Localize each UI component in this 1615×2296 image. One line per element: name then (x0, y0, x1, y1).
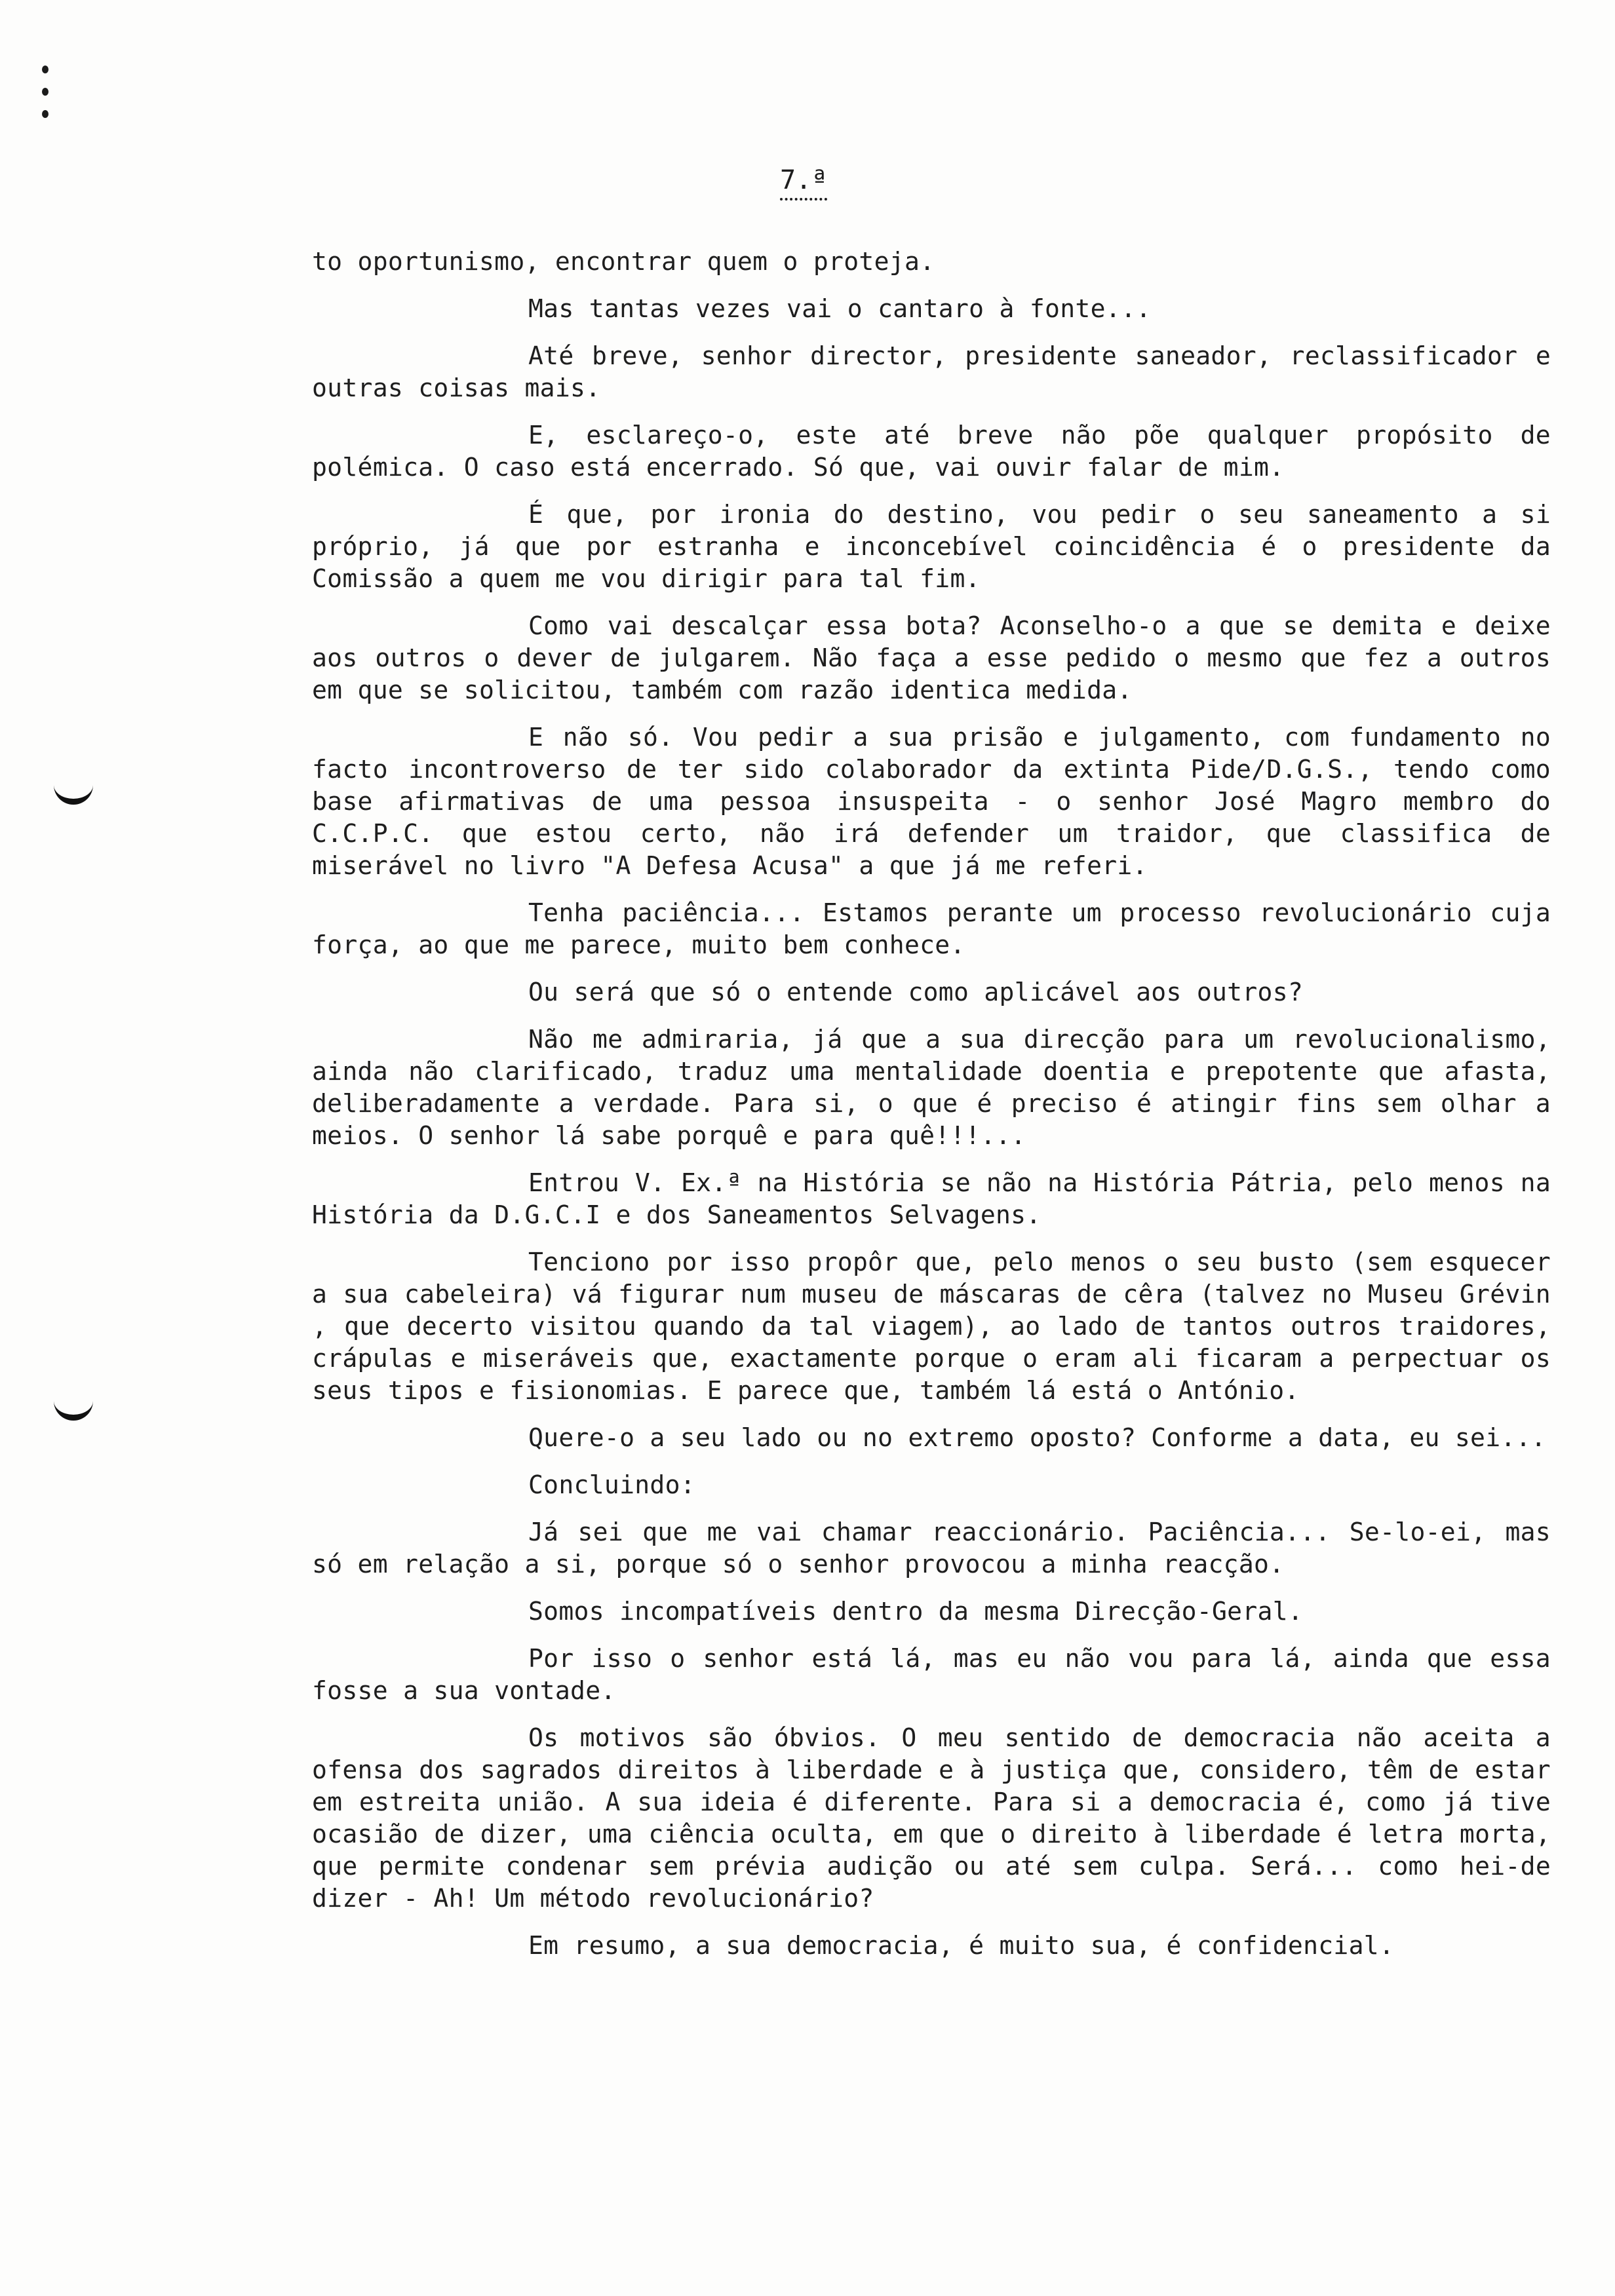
paragraph: Somos incompatíveis dentro da mesma Direcção-Geral. (528, 1597, 1304, 1626)
margin-marks (38, 66, 58, 132)
paragraph: É que, por ironia do destino, vou pedir o seu saneamento a si próprio, já que por estranha e inconcebível coincidência é o presidente da Comissão a quem me vou dirigir para tal fim. (312, 500, 1551, 593)
paragraph: Ou será que só o entende como aplicável aos outros? (528, 978, 1304, 1006)
paragraph: Não me admiraria, já que a sua direcção para um revolucionalismo, ainda não clarificado, traduz uma mentalidade doentia e prepotente que afasta, deliberadamente a verdade. Para si, o que é preciso é atingir fins sem olhar a meios. O senhor lá sabe porquê e para quê!!!... (312, 1025, 1551, 1150)
paragraph: Já sei que me vai chamar reaccionário. Paciência... Se-lo-ei, mas só em relação a si, porque só o senhor provocou a minha reacção. (312, 1518, 1551, 1578)
ink-mark (42, 66, 49, 73)
paragraph: Tenciono por isso propôr que, pelo menos o seu busto (sem esquecer a sua cabeleira) vá figurar num museu de máscaras de cêra (talvez no Museu Grévin , que decerto visitou quando da tal viagem), ao lado de tantos outros traidores, crápulas e miseráveis que, exactamente porque o eram ali ficaram a perpectuar os seus tipos e fisionomias. E parece que, também lá está o António. (312, 1248, 1551, 1405)
paragraph: E não só. Vou pedir a sua prisão e julgamento, com fundamento no facto incontroverso de ter sido colaborador da extinta Pide/D.G.S., tendo como base afirmativas de uma pessoa insuspeita - o senhor José Magro membro do C.C.P.C. que estou certo, não irá defender um traidor, que classifica de miserável no livro "A Defesa Acusa" a que já me referi. (312, 723, 1551, 880)
punch-hole-mark (54, 1392, 93, 1421)
ink-mark (42, 110, 49, 118)
letter-body (312, 246, 1551, 1977)
paragraph: Em resumo, a sua democracia, é muito sua, é confidencial. (528, 1931, 1395, 1960)
page-number: 7.ª (780, 165, 828, 195)
paragraph: E, esclareço-o, este até breve não põe qualquer propósito de polémica. O caso está encerrado. Só que, vai ouvir falar de mim. (312, 421, 1551, 482)
paragraph: Até breve, senhor director, presidente saneador, reclassificador e outras coisas mais. (312, 341, 1551, 402)
paragraph: Por isso o senhor está lá, mas eu não vou para lá, ainda que essa fosse a sua vontade. (312, 1644, 1551, 1705)
paragraph: to oportunismo, encontrar quem o proteja. (312, 247, 935, 276)
punch-hole-mark (54, 776, 93, 805)
ink-mark (42, 88, 49, 96)
paragraph: Como vai descalçar essa bota? Aconselho-o a que se demita e deixe aos outros o dever de julgarem. Não faça a esse pedido o mesmo que fez a outros em que se solicitou, também com razão identica medida. (312, 611, 1551, 704)
paragraph: Tenha paciência... Estamos perante um processo revolucionário cuja força, ao que me parece, muito bem conhece. (312, 898, 1551, 959)
paragraph: Mas tantas vezes vai o cantaro à fonte... (528, 294, 1152, 323)
paragraph: Quere-o a seu lado ou no extremo oposto? Conforme a data, eu sei... (528, 1423, 1546, 1452)
paragraph: Concluindo: (528, 1470, 695, 1499)
paragraph: Entrou V. Ex.ª na História se não na História Pátria, pelo menos na História da D.G.C.I e dos Saneamentos Selvagens. (312, 1168, 1551, 1229)
paragraph: Os motivos são óbvios. O meu sentido de democracia não aceita a ofensa dos sagrados direitos à liberdade e à justiça que, considero, têm de estar em estreita união. A sua ideia é diferente. Para si a democracia é, como já tive ocasião de dizer, uma ciência oculta, em que o direito à liberdade é letra morta, que permite condenar sem prévia audição ou até sem culpa. Será... como hei-de dizer - Ah! Um método revolucionário? (312, 1723, 1551, 1913)
